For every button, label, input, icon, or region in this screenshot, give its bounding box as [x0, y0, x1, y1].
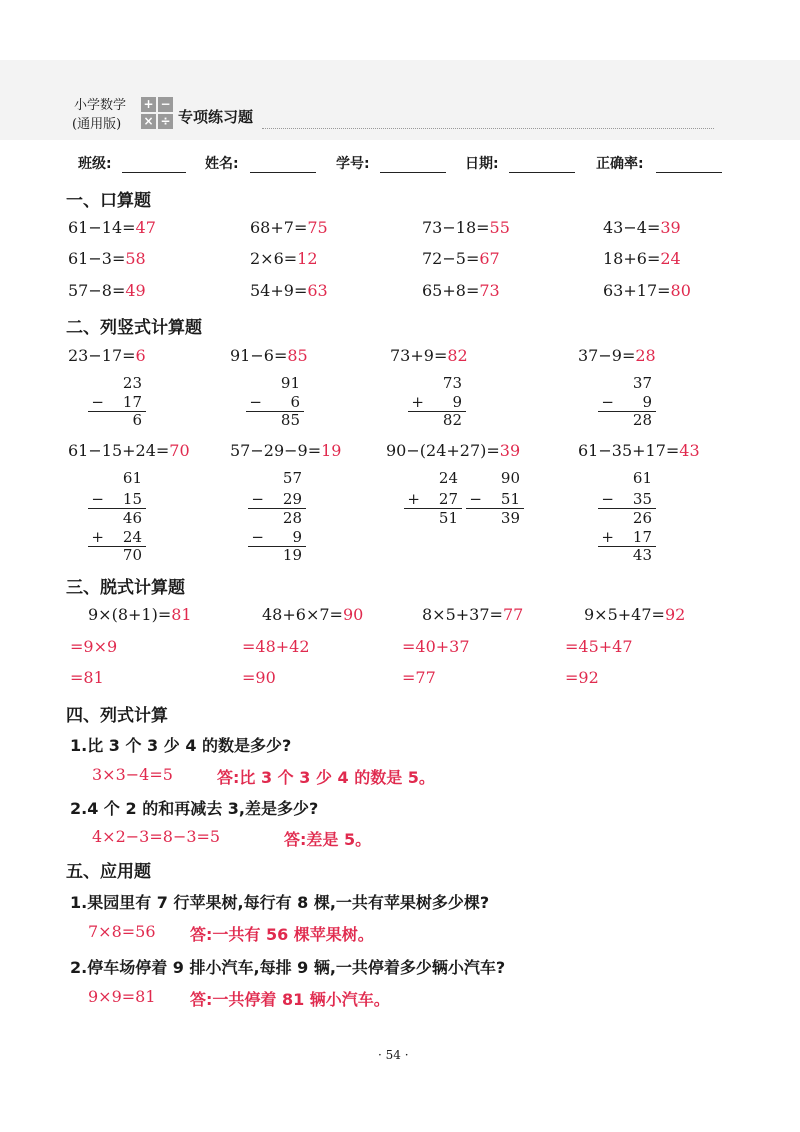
oral-calc-question: 18+6= [603, 249, 661, 268]
vertical-number: 46 [122, 509, 142, 527]
vertical-calc-line [88, 508, 146, 509]
oral-calc-question: 61−3= [68, 249, 126, 268]
oral-calc-question: 54+9= [250, 281, 308, 300]
vertical-calc-line [408, 411, 466, 412]
step-calc-step-2: =81 [70, 668, 104, 687]
s5-answer-1-equation: 7×8=56 [88, 922, 156, 941]
oral-calc-answer: 75 [307, 218, 328, 237]
vertical-calc-line [88, 411, 146, 412]
vertical-calc-equation [578, 441, 700, 460]
id-label: 学号: [336, 156, 370, 172]
vertical-number: 29 [282, 490, 302, 508]
vertical-number: 6 [132, 411, 142, 429]
section-4-title: 四、列式计算 [66, 706, 168, 726]
oral-calc-item [68, 218, 156, 237]
vertical-number: 39 [500, 509, 520, 527]
s4-answer-2-text: 答:差是 5。 [284, 830, 372, 849]
oral-calc-answer: 63 [307, 281, 328, 300]
accuracy-field[interactable] [656, 172, 722, 173]
oral-calc-question: 2×6= [250, 249, 298, 268]
oral-calc-item [422, 218, 510, 237]
vertical-number: 90 [500, 469, 520, 487]
s5-answer-1-text: 答:一共有 56 棵苹果树。 [190, 925, 374, 944]
vertical-calc-answer: 39 [499, 441, 521, 460]
vertical-number: 27 [438, 490, 458, 508]
vertical-number: 70 [122, 546, 142, 564]
section-1-title: 一、口算题 [66, 191, 151, 211]
date-field[interactable] [509, 172, 575, 173]
vertical-calc-equation [230, 441, 341, 460]
oral-calc-question: 65+8= [422, 281, 480, 300]
vertical-number: 17 [122, 393, 142, 411]
step-calc-answer: 81 [171, 605, 192, 624]
vertical-number: 35 [632, 490, 652, 508]
vertical-operator: − [469, 490, 482, 508]
step-calc-question: 9×(8+1)= [88, 605, 172, 624]
name-field[interactable] [250, 172, 316, 173]
name-label: 姓名: [205, 156, 239, 172]
vertical-calc-equation [390, 346, 468, 365]
page-number: · 54 · [378, 1048, 409, 1062]
class-label: 班级: [78, 156, 112, 172]
vertical-number: 9 [642, 393, 652, 411]
oral-calc-question: 61−14= [68, 218, 136, 237]
vertical-calc-answer: 19 [321, 441, 342, 460]
vertical-calc-equation [386, 441, 520, 460]
vertical-calc-equation [230, 346, 308, 365]
step-calc-answer: 92 [664, 605, 686, 624]
step-calc-question: 8×5+37= [422, 605, 503, 624]
vertical-calc-question: 90−(24+27)= [386, 441, 500, 460]
oral-calc-answer: 39 [660, 218, 681, 237]
oral-calc-question: 43−4= [603, 218, 661, 237]
vertical-number: 43 [632, 546, 652, 564]
s5-question-2: 2.停车场停着 9 排小汽车,每排 9 辆,一共停着多少辆小汽车? [70, 958, 506, 977]
date-label: 日期: [465, 156, 499, 172]
s4-question-1: 1.比 3 个 3 少 4 的数是多少? [70, 736, 292, 755]
oral-calc-question: 68+7= [250, 218, 308, 237]
step-calc-step-1: =45+47 [565, 637, 633, 656]
s5-answer-2-text: 答:一共停着 81 辆小汽车。 [190, 990, 390, 1009]
vertical-number: 82 [442, 411, 462, 429]
oral-calc-item [68, 249, 146, 268]
oral-calc-question: 72−5= [422, 249, 480, 268]
vertical-calc-answer: 28 [635, 346, 656, 365]
oral-calc-item [68, 281, 146, 300]
class-field[interactable] [122, 172, 186, 173]
s4-answer-1-equation: 3×3−4=5 [92, 765, 173, 784]
vertical-calc-question: 91−6= [230, 346, 288, 365]
header-title: 专项练习题 [178, 108, 254, 126]
vertical-number: 51 [438, 509, 458, 527]
section-5-title: 五、应用题 [66, 862, 151, 882]
header-divider [262, 128, 714, 129]
operator-grid-icon [141, 97, 175, 131]
oral-calc-answer: 55 [489, 218, 510, 237]
s4-answer-1-text: 答:比 3 个 3 少 4 的数是 5。 [217, 768, 435, 787]
vertical-operator: − [601, 490, 614, 508]
vertical-number: 9 [292, 528, 302, 546]
oral-calc-question: 57−8= [68, 281, 126, 300]
vertical-calc-answer: 43 [679, 441, 700, 460]
vertical-calc-equation [68, 346, 146, 365]
plus-icon: + [141, 97, 156, 112]
header-subject: 小学数学 [74, 98, 127, 113]
vertical-number: 15 [122, 490, 142, 508]
s4-answer-2-equation: 4×2−3=8−3=5 [92, 827, 221, 846]
step-calc-step-1: =48+42 [242, 637, 310, 656]
step-calc-equation [422, 605, 523, 624]
vertical-calc-question: 61−15+24= [68, 441, 170, 460]
vertical-number: 24 [438, 469, 458, 487]
vertical-calc-line [598, 546, 656, 547]
oral-calc-item [422, 281, 500, 300]
step-calc-step-1: =9×9 [70, 637, 118, 656]
vertical-calc-question: 37−9= [578, 346, 636, 365]
vertical-calc-equation [578, 346, 656, 365]
oral-calc-item [250, 218, 328, 237]
step-calc-answer: 90 [342, 605, 364, 624]
vertical-operator: − [601, 393, 614, 411]
vertical-operator: + [91, 528, 104, 546]
step-calc-step-2: =77 [402, 668, 436, 687]
vertical-operator: − [249, 393, 262, 411]
vertical-calc-line [404, 508, 462, 509]
minus-icon: − [158, 97, 173, 112]
vertical-operator: − [251, 490, 264, 508]
vertical-operator: − [251, 528, 264, 546]
vertical-number: 73 [442, 374, 462, 392]
vertical-calc-line [466, 508, 524, 509]
multiply-icon: × [141, 114, 156, 129]
vertical-number: 23 [122, 374, 142, 392]
vertical-number: 57 [282, 469, 302, 487]
vertical-calc-line [248, 546, 306, 547]
step-calc-equation [88, 605, 192, 624]
oral-calc-answer: 73 [479, 281, 500, 300]
s5-question-1: 1.果园里有 7 行苹果树,每行有 8 棵,一共有苹果树多少棵? [70, 893, 490, 912]
vertical-number: 19 [282, 546, 302, 564]
step-calc-step-2: =90 [242, 668, 276, 687]
s5-answer-2-equation: 9×9=81 [88, 987, 156, 1006]
vertical-calc-line [598, 508, 656, 509]
vertical-calc-answer: 6 [135, 346, 146, 365]
step-calc-answer: 77 [502, 605, 524, 624]
vertical-calc-question: 23−17= [68, 346, 136, 365]
vertical-calc-question: 57−29−9= [230, 441, 322, 460]
vertical-number: 51 [500, 490, 520, 508]
oral-calc-answer: 80 [670, 281, 691, 300]
vertical-number: 91 [280, 374, 300, 392]
vertical-calc-line [246, 411, 304, 412]
header-edition: (通用版) [72, 117, 122, 132]
vertical-number: 85 [280, 411, 300, 429]
vertical-number: 37 [632, 374, 652, 392]
oral-calc-item [250, 249, 318, 268]
oral-calc-item [603, 281, 691, 300]
oral-calc-answer: 58 [125, 249, 146, 268]
oral-calc-item [250, 281, 328, 300]
oral-calc-answer: 47 [135, 218, 156, 237]
vertical-calc-question: 61−35+17= [578, 441, 680, 460]
accuracy-label: 正确率: [596, 156, 644, 172]
section-2-title: 二、列竖式计算题 [66, 318, 202, 338]
vertical-calc-answer: 82 [447, 346, 468, 365]
oral-calc-answer: 24 [660, 249, 681, 268]
oral-calc-item [603, 218, 681, 237]
vertical-calc-equation [68, 441, 190, 460]
step-calc-step-1: =40+37 [402, 637, 470, 656]
step-calc-question: 9×5+47= [584, 605, 665, 624]
vertical-operator: + [407, 490, 420, 508]
oral-calc-question: 73−18= [422, 218, 490, 237]
vertical-number: 28 [282, 509, 302, 527]
vertical-operator: + [411, 393, 424, 411]
step-calc-step-2: =92 [565, 668, 599, 687]
oral-calc-answer: 67 [479, 249, 500, 268]
vertical-number: 9 [452, 393, 462, 411]
vertical-number: 61 [632, 469, 652, 487]
vertical-calc-line [248, 508, 306, 509]
vertical-calc-line [88, 546, 146, 547]
vertical-number: 6 [290, 393, 300, 411]
oral-calc-answer: 12 [297, 249, 318, 268]
vertical-number: 24 [122, 528, 142, 546]
section-3-title: 三、脱式计算题 [66, 578, 185, 598]
vertical-operator: + [601, 528, 614, 546]
vertical-calc-line [598, 411, 656, 412]
id-field[interactable] [380, 172, 446, 173]
vertical-calc-answer: 70 [169, 441, 190, 460]
step-calc-equation [262, 605, 363, 624]
vertical-number: 61 [122, 469, 142, 487]
step-calc-equation [584, 605, 685, 624]
vertical-operator: − [91, 393, 104, 411]
vertical-operator: − [91, 490, 104, 508]
oral-calc-question: 63+17= [603, 281, 671, 300]
step-calc-question: 48+6×7= [262, 605, 343, 624]
oral-calc-item [603, 249, 681, 268]
vertical-number: 28 [632, 411, 652, 429]
oral-calc-item [422, 249, 500, 268]
vertical-calc-question: 73+9= [390, 346, 448, 365]
vertical-number: 17 [632, 528, 652, 546]
vertical-number: 26 [632, 509, 652, 527]
s4-question-2: 2.4 个 2 的和再减去 3,差是多少? [70, 799, 319, 818]
vertical-calc-answer: 85 [287, 346, 308, 365]
oral-calc-answer: 49 [125, 281, 146, 300]
divide-icon: ÷ [158, 114, 173, 129]
